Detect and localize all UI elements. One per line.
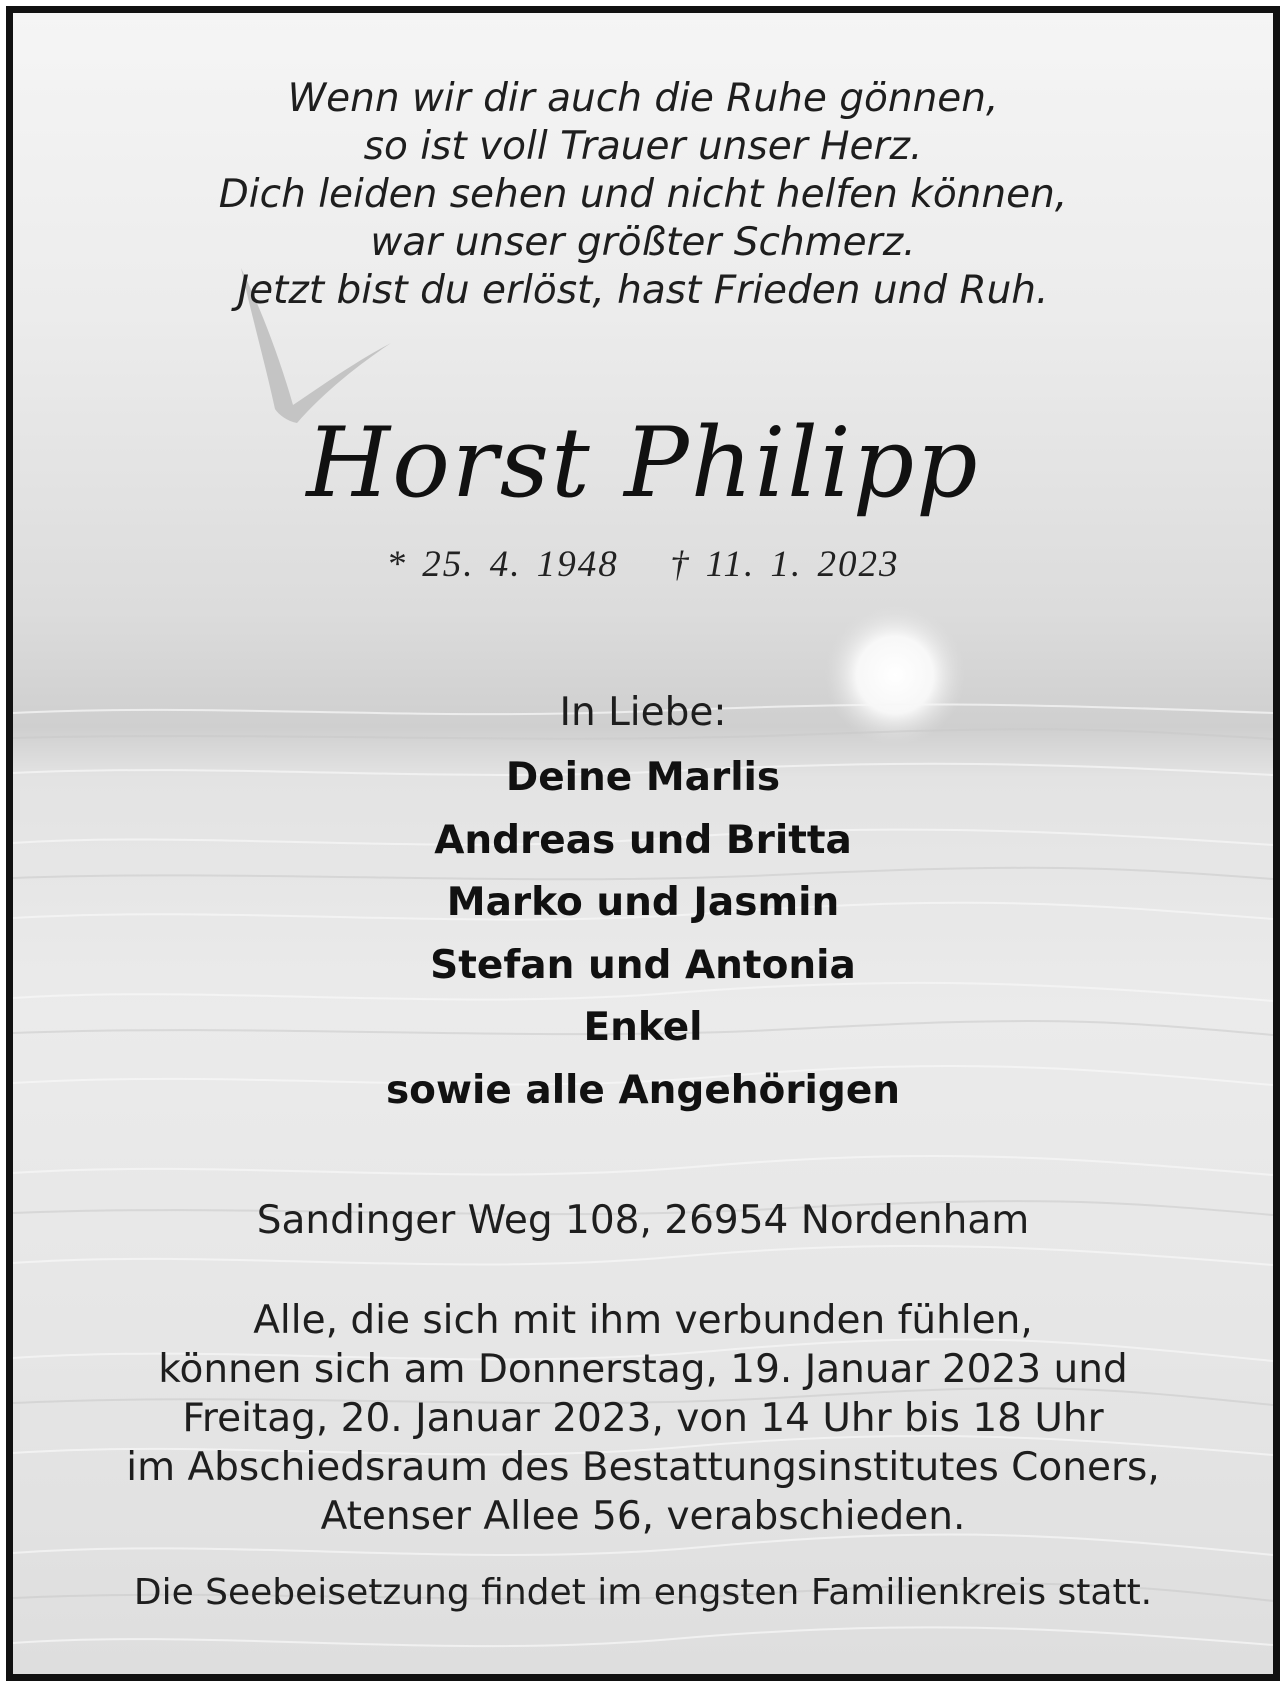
farewell-line: Freitag, 20. Januar 2023, von 14 Uhr bis 18 Uhr [182, 1396, 1104, 1441]
mourner-name: Andreas und Britta [434, 817, 852, 863]
poem-line: Jetzt bist du erlöst, hast Frieden und Ruh. [237, 268, 1049, 313]
mourner-name: Stefan und Antonia [430, 942, 856, 988]
farewell-line: Atenser Allee 56, verabschieden. [320, 1494, 966, 1539]
birth-date: * 25. 4. 1948 [386, 544, 619, 585]
mourner-name: Enkel [583, 1005, 703, 1050]
obituary-content [13, 13, 1273, 1674]
farewell-line: Alle, die sich mit ihm verbunden fühlen, [253, 1298, 1033, 1343]
farewell-line: im Abschiedsraum des Bestattungsinstitutes Coners, [126, 1445, 1160, 1490]
poem-line: so ist voll Trauer unser Herz. [363, 124, 923, 169]
mourners-label: In Liebe: [559, 690, 727, 735]
mourner-name: Marko und Jasmin [446, 880, 840, 925]
family-address: Sandinger Weg 108, 26954 Nordenham [256, 1198, 1030, 1243]
death-date: † 11. 1. 2023 [669, 544, 900, 585]
poem-line: war unser größter Schmerz. [370, 220, 916, 265]
life-dates [13, 543, 1273, 587]
mourners-list [13, 747, 1273, 1122]
memorial-poem [13, 75, 1273, 315]
deceased-name: Horst Philipp [306, 407, 980, 519]
farewell-notice [13, 1296, 1273, 1541]
farewell-line: können sich am Donnerstag, 19. Januar 2023 und [158, 1347, 1128, 1392]
mourner-name: Deine Marlis [505, 755, 781, 800]
poem-line: Dich leiden sehen und nicht helfen können, [218, 172, 1068, 217]
poem-line: Wenn wir dir auch die Ruhe gönnen, [287, 76, 999, 121]
burial-note: Die Seebeisetzung findet im engsten Familienkreis statt. [133, 1572, 1153, 1613]
obituary-card [6, 6, 1280, 1681]
mourner-name: sowie alle Angehörigen [385, 1067, 901, 1113]
